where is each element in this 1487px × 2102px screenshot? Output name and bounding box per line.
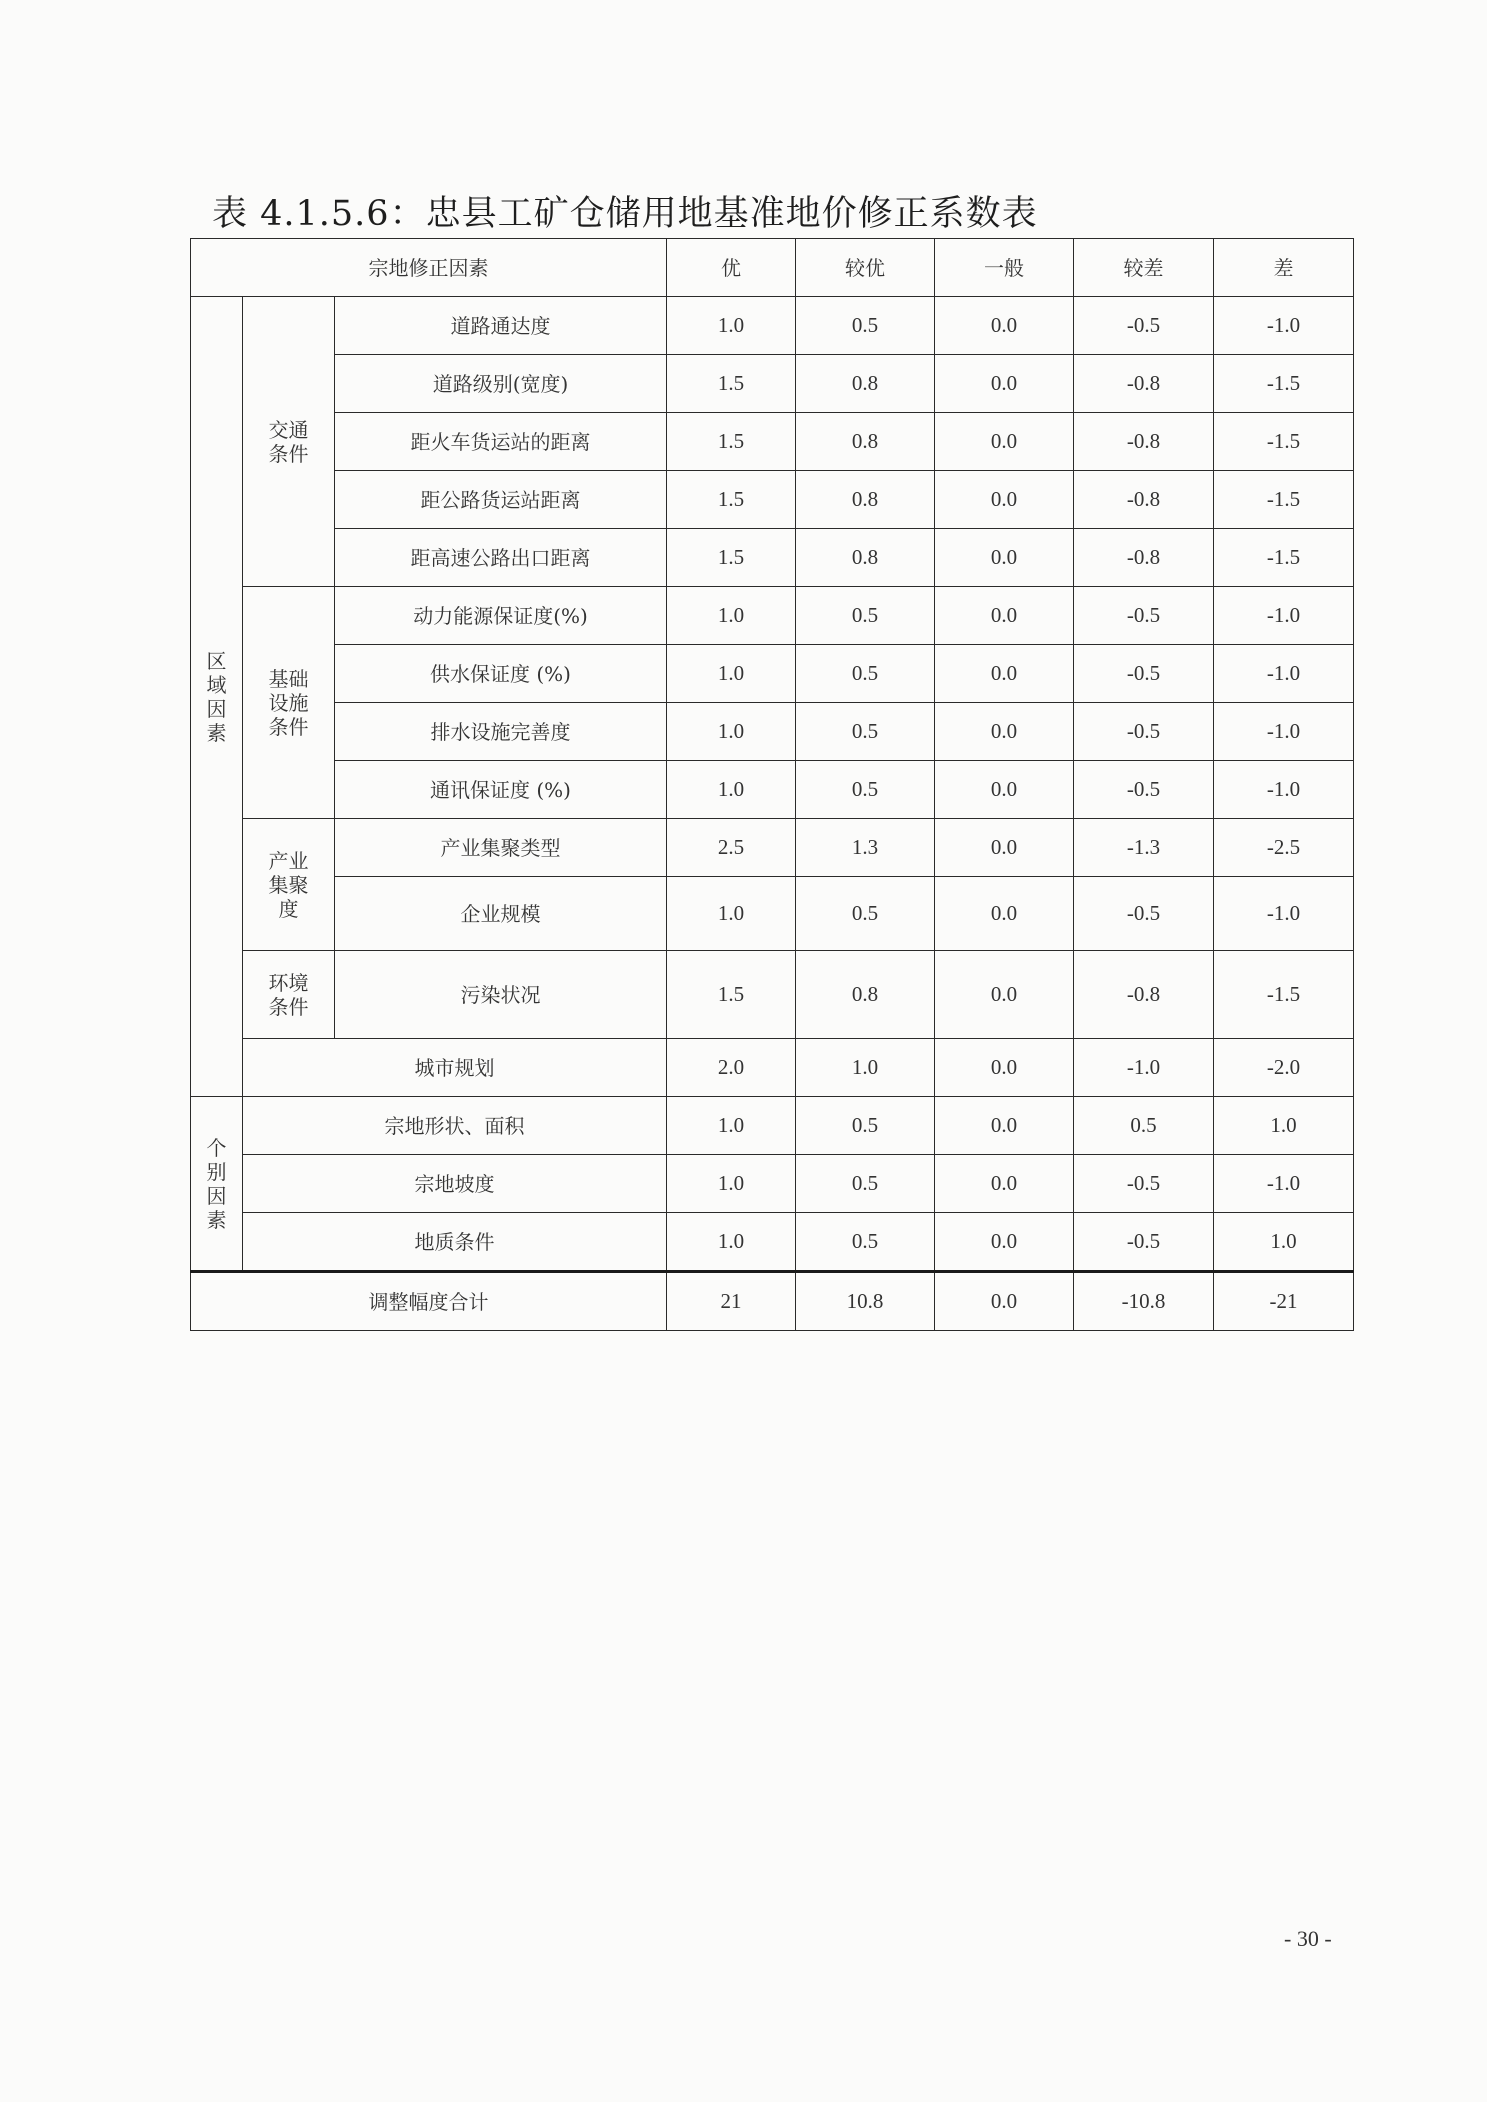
- cell-value: 1.5: [667, 471, 796, 529]
- table-row: [191, 471, 1354, 529]
- table-row: [191, 761, 1354, 819]
- cell-value: 0.0: [935, 1155, 1074, 1213]
- row-label: 动力能源保证度(%): [335, 587, 667, 645]
- table-row: [191, 1039, 1354, 1097]
- cell-value: -0.5: [1074, 645, 1214, 703]
- cell-value: -1.0: [1214, 587, 1354, 645]
- cell-value: -1.0: [1214, 297, 1354, 355]
- correction-coefficient-table: [190, 238, 1354, 1331]
- row-label: 宗地坡度: [243, 1155, 667, 1213]
- cell-value: -0.8: [1074, 471, 1214, 529]
- table-row: [191, 297, 1354, 355]
- cell-value: 0.5: [796, 587, 935, 645]
- cell-value: -1.0: [1214, 703, 1354, 761]
- table-row: [191, 355, 1354, 413]
- row-label: 供水保证度 (%): [335, 645, 667, 703]
- group-infrastructure: 基础 设施 条件: [243, 587, 335, 819]
- group-traffic: 交通 条件: [243, 297, 335, 587]
- cell-value: -0.8: [1074, 951, 1214, 1039]
- cell-value: 1.0: [667, 1155, 796, 1213]
- cell-value: 2.5: [667, 819, 796, 877]
- header-level: 较差: [1074, 239, 1214, 297]
- group-regional: 区 域 因 素: [191, 297, 243, 1097]
- cell-value: 0.8: [796, 413, 935, 471]
- cell-value: 1.0: [667, 297, 796, 355]
- table-row: [191, 951, 1354, 1039]
- table-row: [191, 645, 1354, 703]
- cell-value: 1.5: [667, 529, 796, 587]
- header-level: 差: [1214, 239, 1354, 297]
- cell-value: 1.0: [667, 587, 796, 645]
- cell-value: -1.5: [1214, 951, 1354, 1039]
- cell-value: -1.5: [1214, 413, 1354, 471]
- cell-value: 0.8: [796, 355, 935, 413]
- table-row: [191, 1097, 1354, 1155]
- cell-value: 0.5: [796, 1213, 935, 1272]
- cell-value: 1.0: [1214, 1213, 1354, 1272]
- cell-value: -1.5: [1214, 529, 1354, 587]
- cell-value: 0.0: [935, 1039, 1074, 1097]
- table-row: [191, 1155, 1354, 1213]
- cell-value: 1.0: [667, 1097, 796, 1155]
- cell-value: 0.0: [935, 645, 1074, 703]
- cell-value: 0.5: [796, 1097, 935, 1155]
- cell-value: -0.5: [1074, 587, 1214, 645]
- cell-value: -0.8: [1074, 529, 1214, 587]
- table-row: [191, 413, 1354, 471]
- cell-value: -1.0: [1214, 761, 1354, 819]
- row-label: 污染状况: [335, 951, 667, 1039]
- table-row: [191, 703, 1354, 761]
- cell-value: 0.5: [796, 297, 935, 355]
- group-industry: 产业 集聚 度: [243, 819, 335, 951]
- cell-value: 0.0: [935, 703, 1074, 761]
- cell-value: -1.0: [1214, 1155, 1354, 1213]
- cell-value: 0.0: [935, 355, 1074, 413]
- cell-value: -1.0: [1214, 645, 1354, 703]
- table-title: 表 4.1.5.6：忠县工矿仓储用地基准地价修正系数表: [212, 194, 1038, 234]
- group-environment: 环境 条件: [243, 951, 335, 1039]
- cell-value: 1.0: [667, 1213, 796, 1272]
- cell-value: -0.8: [1074, 413, 1214, 471]
- row-label: 距高速公路出口距离: [335, 529, 667, 587]
- total-value: 21: [667, 1272, 796, 1331]
- row-label: 企业规模: [335, 877, 667, 951]
- header-row: [191, 239, 1354, 297]
- header-level: 优: [667, 239, 796, 297]
- header-level: 较优: [796, 239, 935, 297]
- cell-value: 1.5: [667, 413, 796, 471]
- group-individual: 个 别 因 素: [191, 1097, 243, 1272]
- cell-value: 0.0: [935, 877, 1074, 951]
- cell-value: -0.5: [1074, 877, 1214, 951]
- row-label: 距公路货运站距离: [335, 471, 667, 529]
- total-row: [191, 1272, 1354, 1331]
- cell-value: 1.0: [667, 703, 796, 761]
- total-value: -10.8: [1074, 1272, 1214, 1331]
- cell-value: -0.8: [1074, 355, 1214, 413]
- cell-value: 0.5: [796, 645, 935, 703]
- cell-value: -0.5: [1074, 1213, 1214, 1272]
- cell-value: 0.8: [796, 951, 935, 1039]
- row-label: 地质条件: [243, 1213, 667, 1272]
- table-row: [191, 819, 1354, 877]
- cell-value: 1.0: [796, 1039, 935, 1097]
- cell-value: 0.8: [796, 529, 935, 587]
- total-value: -21: [1214, 1272, 1354, 1331]
- cell-value: 0.0: [935, 587, 1074, 645]
- cell-value: -2.5: [1214, 819, 1354, 877]
- row-label: 通讯保证度 (%): [335, 761, 667, 819]
- row-label: 产业集聚类型: [335, 819, 667, 877]
- row-label: 城市规划: [243, 1039, 667, 1097]
- cell-value: 1.0: [1214, 1097, 1354, 1155]
- cell-value: 0.0: [935, 761, 1074, 819]
- cell-value: -0.5: [1074, 297, 1214, 355]
- cell-value: 1.0: [667, 761, 796, 819]
- row-label: 宗地形状、面积: [243, 1097, 667, 1155]
- cell-value: -0.5: [1074, 1155, 1214, 1213]
- header-level: 一般: [935, 239, 1074, 297]
- row-label: 距火车货运站的距离: [335, 413, 667, 471]
- table-row: [191, 587, 1354, 645]
- cell-value: 1.0: [667, 645, 796, 703]
- cell-value: -1.5: [1214, 355, 1354, 413]
- cell-value: 0.0: [935, 1097, 1074, 1155]
- cell-value: 0.0: [935, 413, 1074, 471]
- total-value: 10.8: [796, 1272, 935, 1331]
- cell-value: 1.5: [667, 355, 796, 413]
- cell-value: 0.0: [935, 529, 1074, 587]
- cell-value: 0.0: [935, 1213, 1074, 1272]
- cell-value: 0.8: [796, 471, 935, 529]
- cell-value: 0.0: [935, 819, 1074, 877]
- total-value: 0.0: [935, 1272, 1074, 1331]
- header-factor: 宗地修正因素: [191, 239, 667, 297]
- cell-value: 0.5: [796, 1155, 935, 1213]
- cell-value: 0.5: [796, 703, 935, 761]
- cell-value: 0.0: [935, 951, 1074, 1039]
- page-number: - 30 -: [1284, 1926, 1332, 1951]
- row-label: 道路通达度: [335, 297, 667, 355]
- table-row: [191, 529, 1354, 587]
- table-row: [191, 877, 1354, 951]
- cell-value: 1.5: [667, 951, 796, 1039]
- cell-value: -2.0: [1214, 1039, 1354, 1097]
- cell-value: 0.5: [796, 877, 935, 951]
- cell-value: 0.0: [935, 471, 1074, 529]
- cell-value: 1.3: [796, 819, 935, 877]
- cell-value: -0.5: [1074, 761, 1214, 819]
- cell-value: 1.0: [667, 877, 796, 951]
- cell-value: -1.0: [1214, 877, 1354, 951]
- row-label: 排水设施完善度: [335, 703, 667, 761]
- cell-value: 0.0: [935, 297, 1074, 355]
- cell-value: -0.5: [1074, 703, 1214, 761]
- cell-value: -1.3: [1074, 819, 1214, 877]
- cell-value: 0.5: [1074, 1097, 1214, 1155]
- row-label: 道路级别(宽度): [335, 355, 667, 413]
- cell-value: 0.5: [796, 761, 935, 819]
- cell-value: -1.5: [1214, 471, 1354, 529]
- total-label: 调整幅度合计: [191, 1272, 667, 1331]
- cell-value: -1.0: [1074, 1039, 1214, 1097]
- table-row: [191, 1213, 1354, 1272]
- cell-value: 2.0: [667, 1039, 796, 1097]
